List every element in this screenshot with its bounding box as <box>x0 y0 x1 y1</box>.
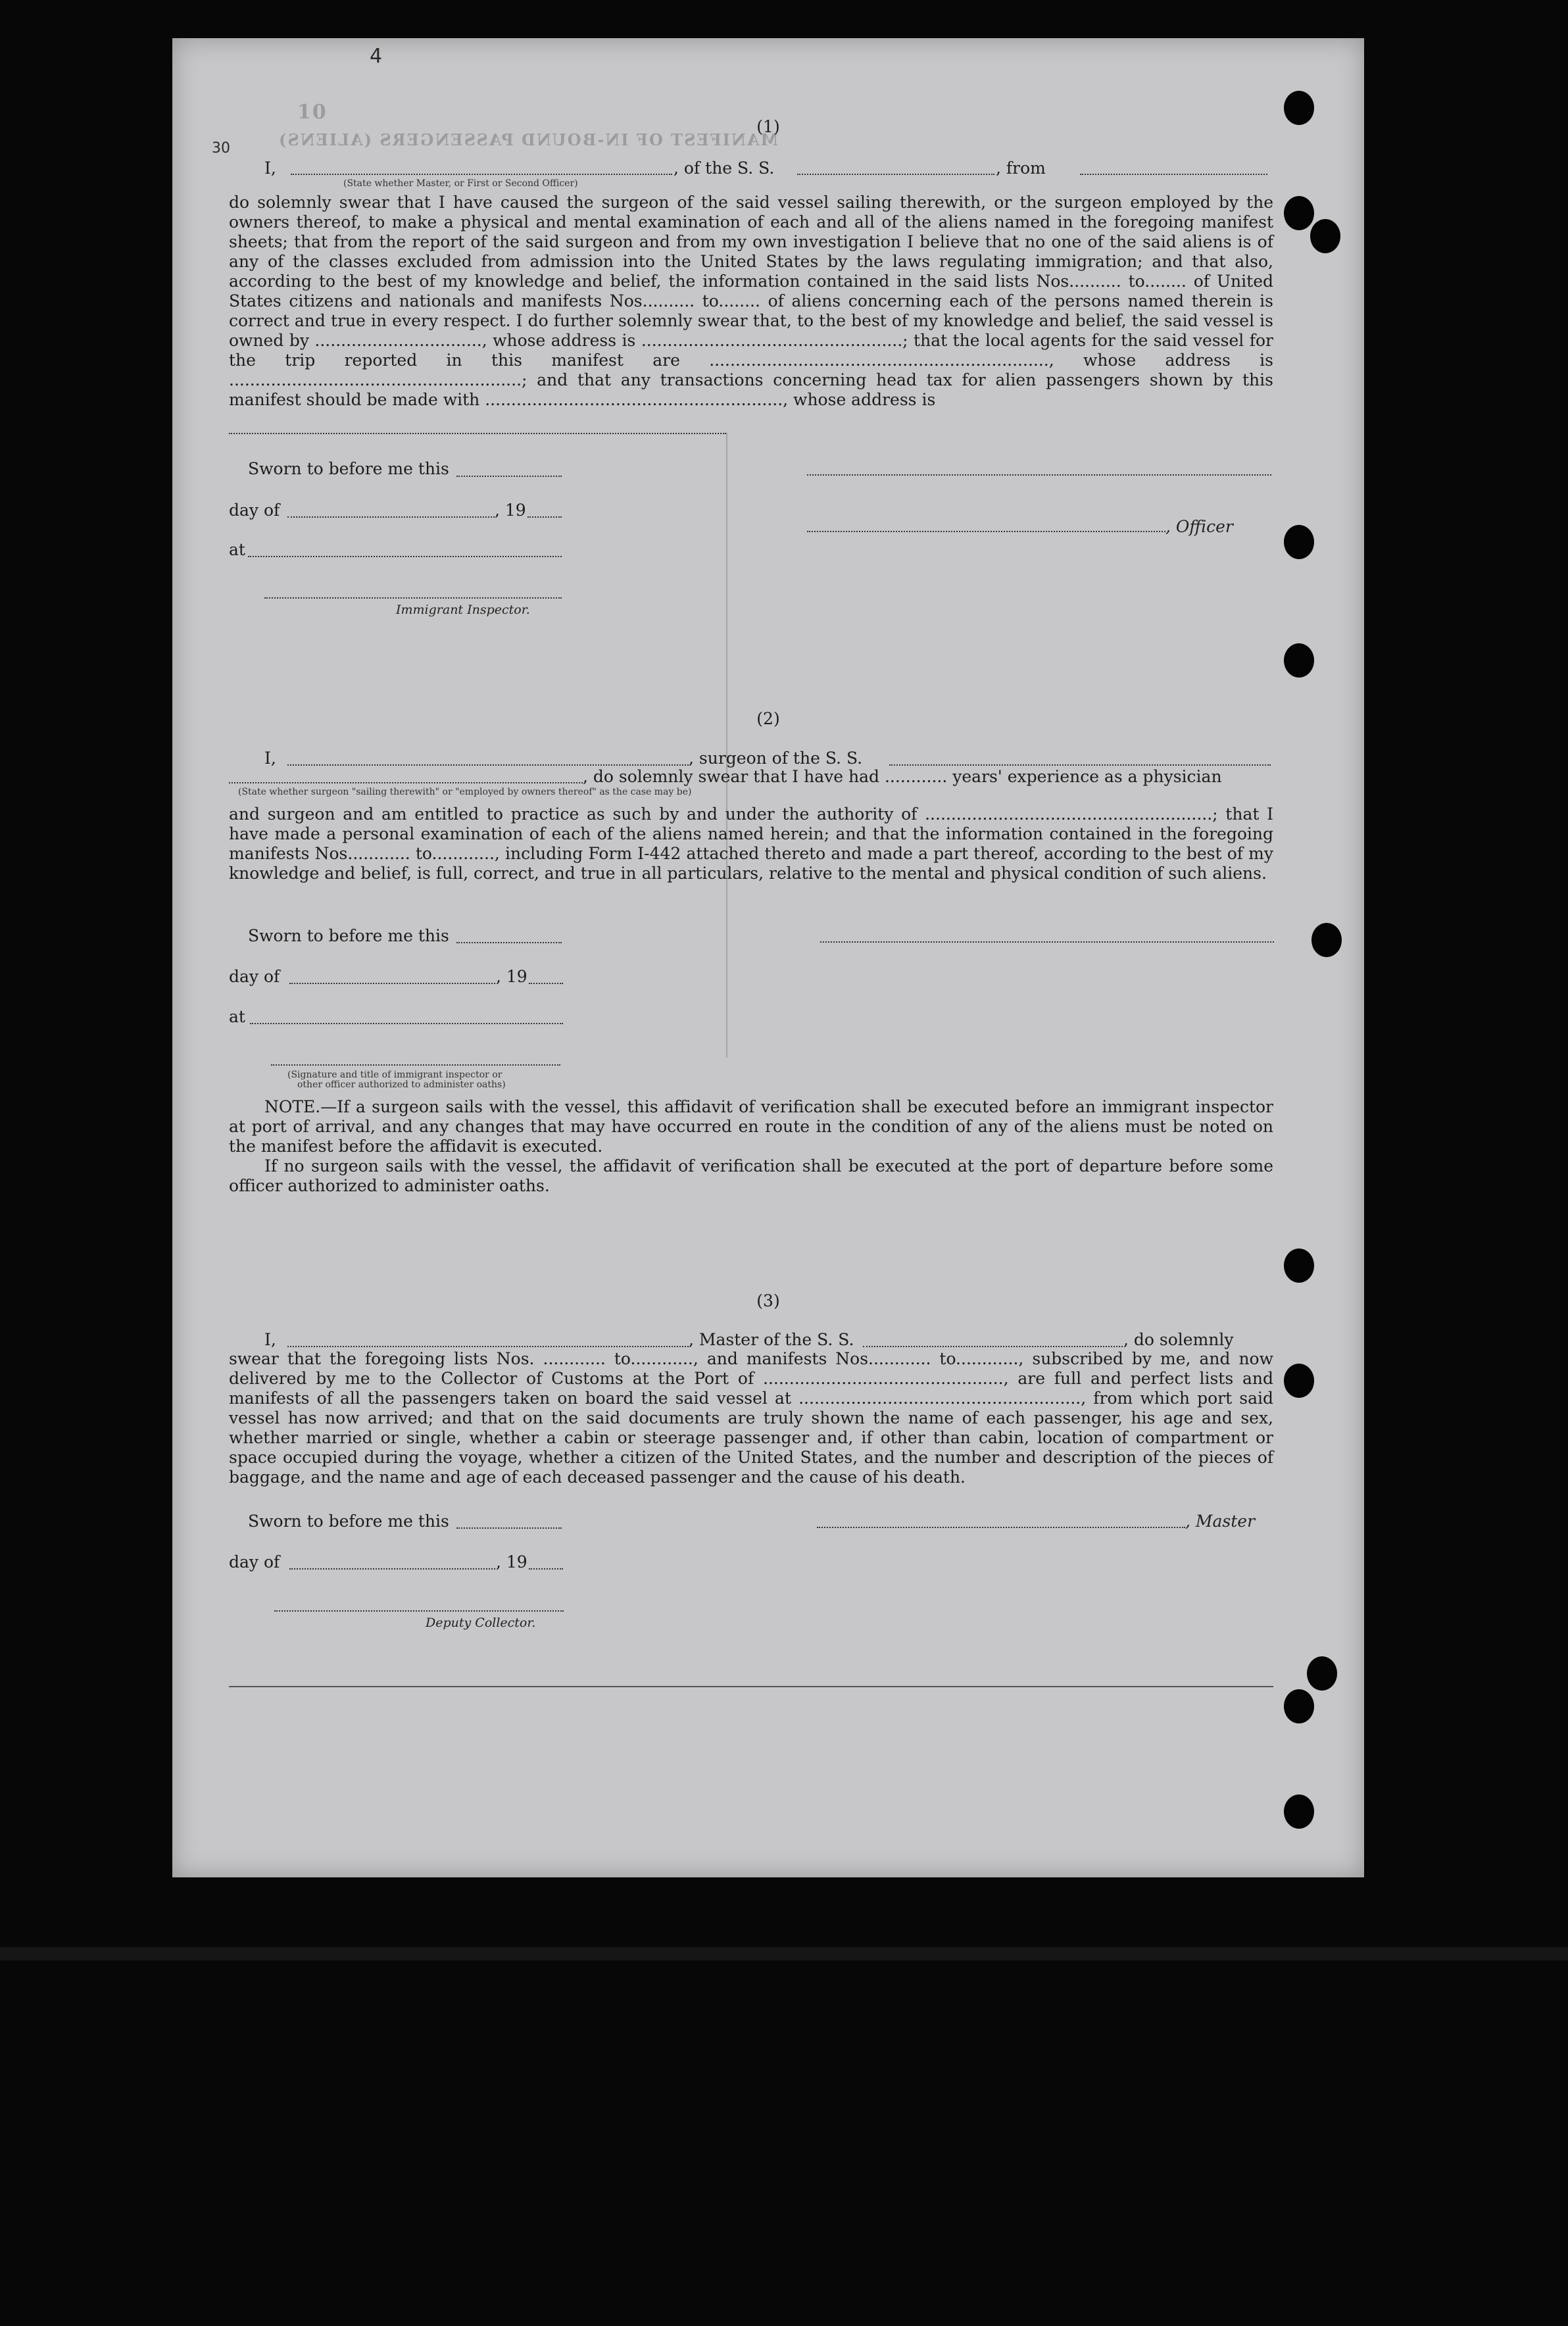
s2-note-2: If no surgeon sails with the vessel, the affidavit of verification shall be executed at the port of departure before some officer authorized to administer oaths. <box>229 1156 1273 1195</box>
s3-master-label: , Master of the S. S. <box>689 1330 854 1349</box>
s1-inspector-label: Immigrant Inspector. <box>396 603 530 617</box>
s2-sworn-label: Sworn to before me this <box>248 926 449 945</box>
s1-inspector-line <box>264 597 562 599</box>
s1-signature-line <box>807 474 1271 476</box>
section-1-number: (1) <box>756 117 780 136</box>
punch-hole <box>1284 643 1314 678</box>
s2-note-1: NOTE.—If a surgeon sails with the vessel, this affidavit of verification shall be executed before an immigrant inspector at port of arrival, and any changes that may have occurred en route in the condition of any of the aliens must be noted on the manifest before the affidavit is executed. <box>229 1097 1273 1156</box>
s1-name-blank <box>291 174 672 175</box>
s3-deputy-label: Deputy Collector. <box>426 1616 536 1630</box>
s3-day-blank <box>289 1568 495 1570</box>
s2-name-blank <box>287 764 689 766</box>
s1-ship-blank <box>797 174 994 175</box>
s2-sworn-blank <box>456 942 562 943</box>
s2-type-caption: (State whether surgeon "sailing therewith" or "employed by owners thereof" as the case may be) <box>238 787 692 797</box>
s2-i-label: I, <box>264 749 276 768</box>
s3-solemnly-label: , do solemnly <box>1123 1330 1234 1349</box>
s3-i-label: I, <box>264 1330 276 1349</box>
s2-year-label: , 19 <box>496 967 527 986</box>
s1-officer-line <box>807 531 1165 532</box>
s2-day-label: day of <box>229 967 280 986</box>
s2-oath-line: , do solemnly swear that I have had ............ years' experience as a physician <box>583 767 1222 786</box>
section-3-number: (3) <box>756 1291 780 1310</box>
s3-sworn-label: Sworn to before me this <box>248 1512 449 1531</box>
s3-oath-body: swear that the foregoing lists Nos. ............ to............, and manifests Nos............ to............, subscribed by me, and now delivered by me to the Collector of Customs at the Port of .............................................., are full and perfect lists and manifests of all the passengers taken on board the said vessel at ......................................................, from which port said vessel has now arrived; and that on the said documents are truly shown the name of each passenger, his age and sex, whether married or single, whether a cabin or steerage passenger and, if other than cabin, location of compartment or space occupied during the voyage, whether a citizen of the United States, and the number and description of the pieces of baggage, and the name and age of each deceased passenger and the cause of his death. <box>229 1349 1273 1487</box>
s1-year-blank <box>527 516 562 518</box>
s1-at-blank <box>248 556 562 557</box>
s1-from-blank <box>1080 174 1267 175</box>
s3-year-blank <box>529 1568 563 1570</box>
handwritten-mark: 4 <box>370 45 383 68</box>
section-2-number: (2) <box>756 709 780 728</box>
bleed-manifest-title: MANIFEST OF IN-BOUND PASSENGERS (ALIENS) <box>278 130 779 149</box>
s3-ship-blank <box>863 1346 1123 1347</box>
line-mark: 30 <box>212 140 230 157</box>
s2-surgeon-label: , surgeon of the S. S. <box>689 749 863 768</box>
s2-day-blank <box>289 983 495 984</box>
s1-year-label: , 19 <box>495 501 526 520</box>
bleed-page-mark: 10 <box>297 101 328 124</box>
s2-ship-blank <box>889 764 1271 766</box>
s1-day-label: day of <box>229 501 280 520</box>
s2-signature-line <box>820 941 1274 943</box>
s2-type-blank <box>229 782 583 783</box>
s1-officer-caption: (State whether Master, or First or Second Officer) <box>343 178 578 189</box>
punch-hole <box>1284 1794 1314 1829</box>
punch-hole <box>1284 1249 1314 1283</box>
bottom-rule <box>229 1686 1273 1687</box>
s2-at-label: at <box>229 1007 245 1026</box>
s3-year-label: , 19 <box>496 1552 527 1571</box>
center-scan-line <box>726 433 727 1058</box>
s3-day-label: day of <box>229 1552 280 1571</box>
film-edge-top <box>0 1947 1568 1960</box>
punch-hole <box>1284 1689 1314 1723</box>
s2-sig-caption-2: other officer authorized to administer oaths) <box>297 1079 506 1090</box>
s1-ship-label: , of the S. S. <box>674 159 775 178</box>
s1-i-label: I, <box>264 159 276 178</box>
s2-year-blank <box>529 983 563 984</box>
s2-sig-caption-1: (Signature and title of immigrant inspector or <box>287 1070 502 1080</box>
punch-hole <box>1284 196 1314 230</box>
s3-name-blank <box>287 1346 689 1347</box>
s1-sworn-blank <box>456 476 562 477</box>
punch-hole <box>1307 1656 1337 1691</box>
s1-sworn-label: Sworn to before me this <box>248 459 449 478</box>
s1-oath-body: do solemnly swear that I have caused the surgeon of the said vessel sailing therewith, or the surgeon employed by the owners thereof, to make a physical and mental examination of each and all of the aliens named in the foregoing manifest sheets; that from the report of the said surgeon and from my own investigation I believe that no one of the said aliens is of any of the classes excluded from admission into the United States by the laws regulating immigration; and that also, according to the best of my knowledge and belief, the information contained in the said lists Nos.......... to........ of United States citizens and nationals and manifests Nos.......... to........ of aliens concerning each of the persons named therein is correct and true in every respect. I do further solemnly swear that, to the best of my knowledge and belief, the said vessel is owned by ................................, whose address is ..................................................; that the local agents for the said vessel for the trip reported in this manifest are ................................................................., whose address is ........................................................; and that any transactions concerning head tax for alien passengers shown by this manifest should be made with ........................................................., whose address is <box>229 193 1273 409</box>
s2-oath-body: and surgeon and am entitled to practice as such by and under the authority of .......................................................; that I have made a personal examination of each of the aliens named herein; and that the information contained in the foregoing manifests Nos............ to............, including Form I-442 attached thereto and made a part thereof, according to the best of my knowledge and belief, is full, correct, and true in all particulars, relative to the mental and physical condition of such aliens. <box>229 804 1273 883</box>
punch-hole <box>1284 1364 1314 1398</box>
punch-hole <box>1284 525 1314 559</box>
s2-signature-blank <box>271 1064 560 1066</box>
s1-address-blank <box>229 433 726 434</box>
document-page <box>172 38 1364 1877</box>
s3-deputy-line <box>274 1610 564 1612</box>
s1-officer-label: , Officer <box>1165 517 1233 536</box>
punch-hole <box>1311 923 1342 957</box>
s1-day-blank <box>287 516 495 518</box>
s3-master-line <box>817 1527 1185 1528</box>
s3-sworn-blank <box>456 1527 562 1529</box>
punch-hole <box>1310 219 1340 253</box>
s1-at-label: at <box>229 540 245 559</box>
s1-from-label: , from <box>996 159 1046 178</box>
s2-at-blank <box>250 1023 563 1024</box>
s3-master-label: , Master <box>1185 1512 1256 1531</box>
